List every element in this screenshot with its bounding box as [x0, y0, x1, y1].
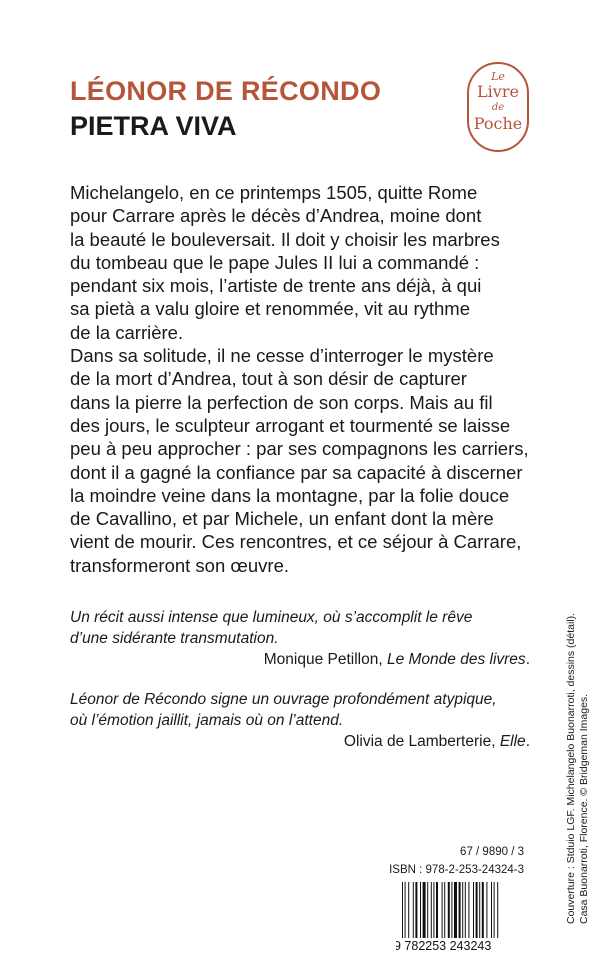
blurb-line: du tombeau que le pape Jules II lui a commandé : — [70, 251, 480, 273]
blurb-line: transformeront son œuvre. — [70, 554, 289, 576]
blurb-line: sa pietà a valu gloire et renommée, vit au rythme — [70, 298, 470, 320]
isbn: ISBN : 978-2-253-24324-3 — [389, 864, 524, 876]
logo-poche: Poche — [473, 114, 523, 133]
review-quote-2 — [70, 689, 530, 752]
book-blurb — [70, 181, 530, 577]
author-name: LÉONOR DE RÉCONDO — [70, 76, 382, 106]
quote-source: Elle — [499, 733, 526, 750]
quote-attribution — [70, 649, 530, 670]
blurb-line: de la mort d’Andrea, tout à son désir de capturer — [70, 368, 467, 390]
barcode-graphic — [396, 882, 524, 952]
blurb-line: des jours, le sculpteur arrogant et tourmenté se laisse — [70, 414, 511, 436]
logo-le: Le — [491, 70, 505, 83]
blurb-line: dont il a gagné la confiance par sa capacité à discerner — [70, 461, 523, 483]
quote-author: Olivia de Lamberterie, — [343, 733, 500, 750]
logo-livre: Livre — [477, 82, 519, 101]
quote-line: d’une sidérante transmutation. — [70, 630, 279, 647]
blurb-line: pendant six mois, l’artiste de trente ans déjà, à qui — [70, 275, 482, 297]
blurb-line: pour Carrare après le décès d’Andrea, moine dont — [70, 205, 482, 227]
blurb-line: peu à peu approcher : par ses compagnons les carriers, — [70, 438, 529, 460]
quote-end: . — [525, 651, 530, 668]
quote-end: . — [525, 733, 530, 750]
barcode — [396, 882, 524, 952]
review-quote-1 — [70, 607, 530, 670]
blurb-line: vient de mourir. Ces rencontres, et ce séjour à Carrare, — [70, 531, 522, 553]
publisher-logo — [467, 62, 529, 152]
blurb-line: de Cavallino, et par Michele, un enfant dont la mère — [70, 508, 494, 530]
barcode-digits: 9 782253 243243 — [396, 939, 492, 952]
credit-line-2: Casa Buonarroti, Florence. © Bridgeman Images. — [578, 693, 590, 924]
cover-credit — [562, 594, 598, 924]
book-title: PIETRA VIVA — [70, 111, 237, 141]
quote-line: où l’émotion jaillit, jamais où on l’attend. — [70, 712, 344, 729]
quote-line: Un récit aussi intense que lumineux, où s’accomplit le rêve — [70, 609, 473, 626]
blurb-line: la moindre veine dans la montagne, par la folie douce — [70, 484, 510, 506]
quote-line: Léonor de Récondo signe un ouvrage profondément atypique, — [70, 691, 497, 708]
logo-de: de — [491, 102, 505, 113]
blurb-line: la beauté le bouleversait. Il doit y choisir les marbres — [70, 228, 500, 250]
credit-line-1: Couverture : Stduio LGF. Michelangelo Buonarroti, dessins (détail). — [565, 612, 577, 924]
quote-author: Monique Petillon, — [263, 651, 387, 668]
blurb-line: Michelangelo, en ce printemps 1505, quitte Rome — [70, 182, 478, 203]
blurb-line: Dans sa solitude, il ne cesse d’interroger le mystère — [70, 345, 494, 367]
quote-source: Le Monde des livres — [386, 651, 526, 668]
catalog-code: 67 / 9890 / 3 — [460, 846, 524, 858]
blurb-line: dans la pierre la perfection de son corps. Mais au fil — [70, 391, 493, 413]
blurb-line: de la carrière. — [70, 321, 184, 343]
quote-attribution — [70, 731, 530, 752]
